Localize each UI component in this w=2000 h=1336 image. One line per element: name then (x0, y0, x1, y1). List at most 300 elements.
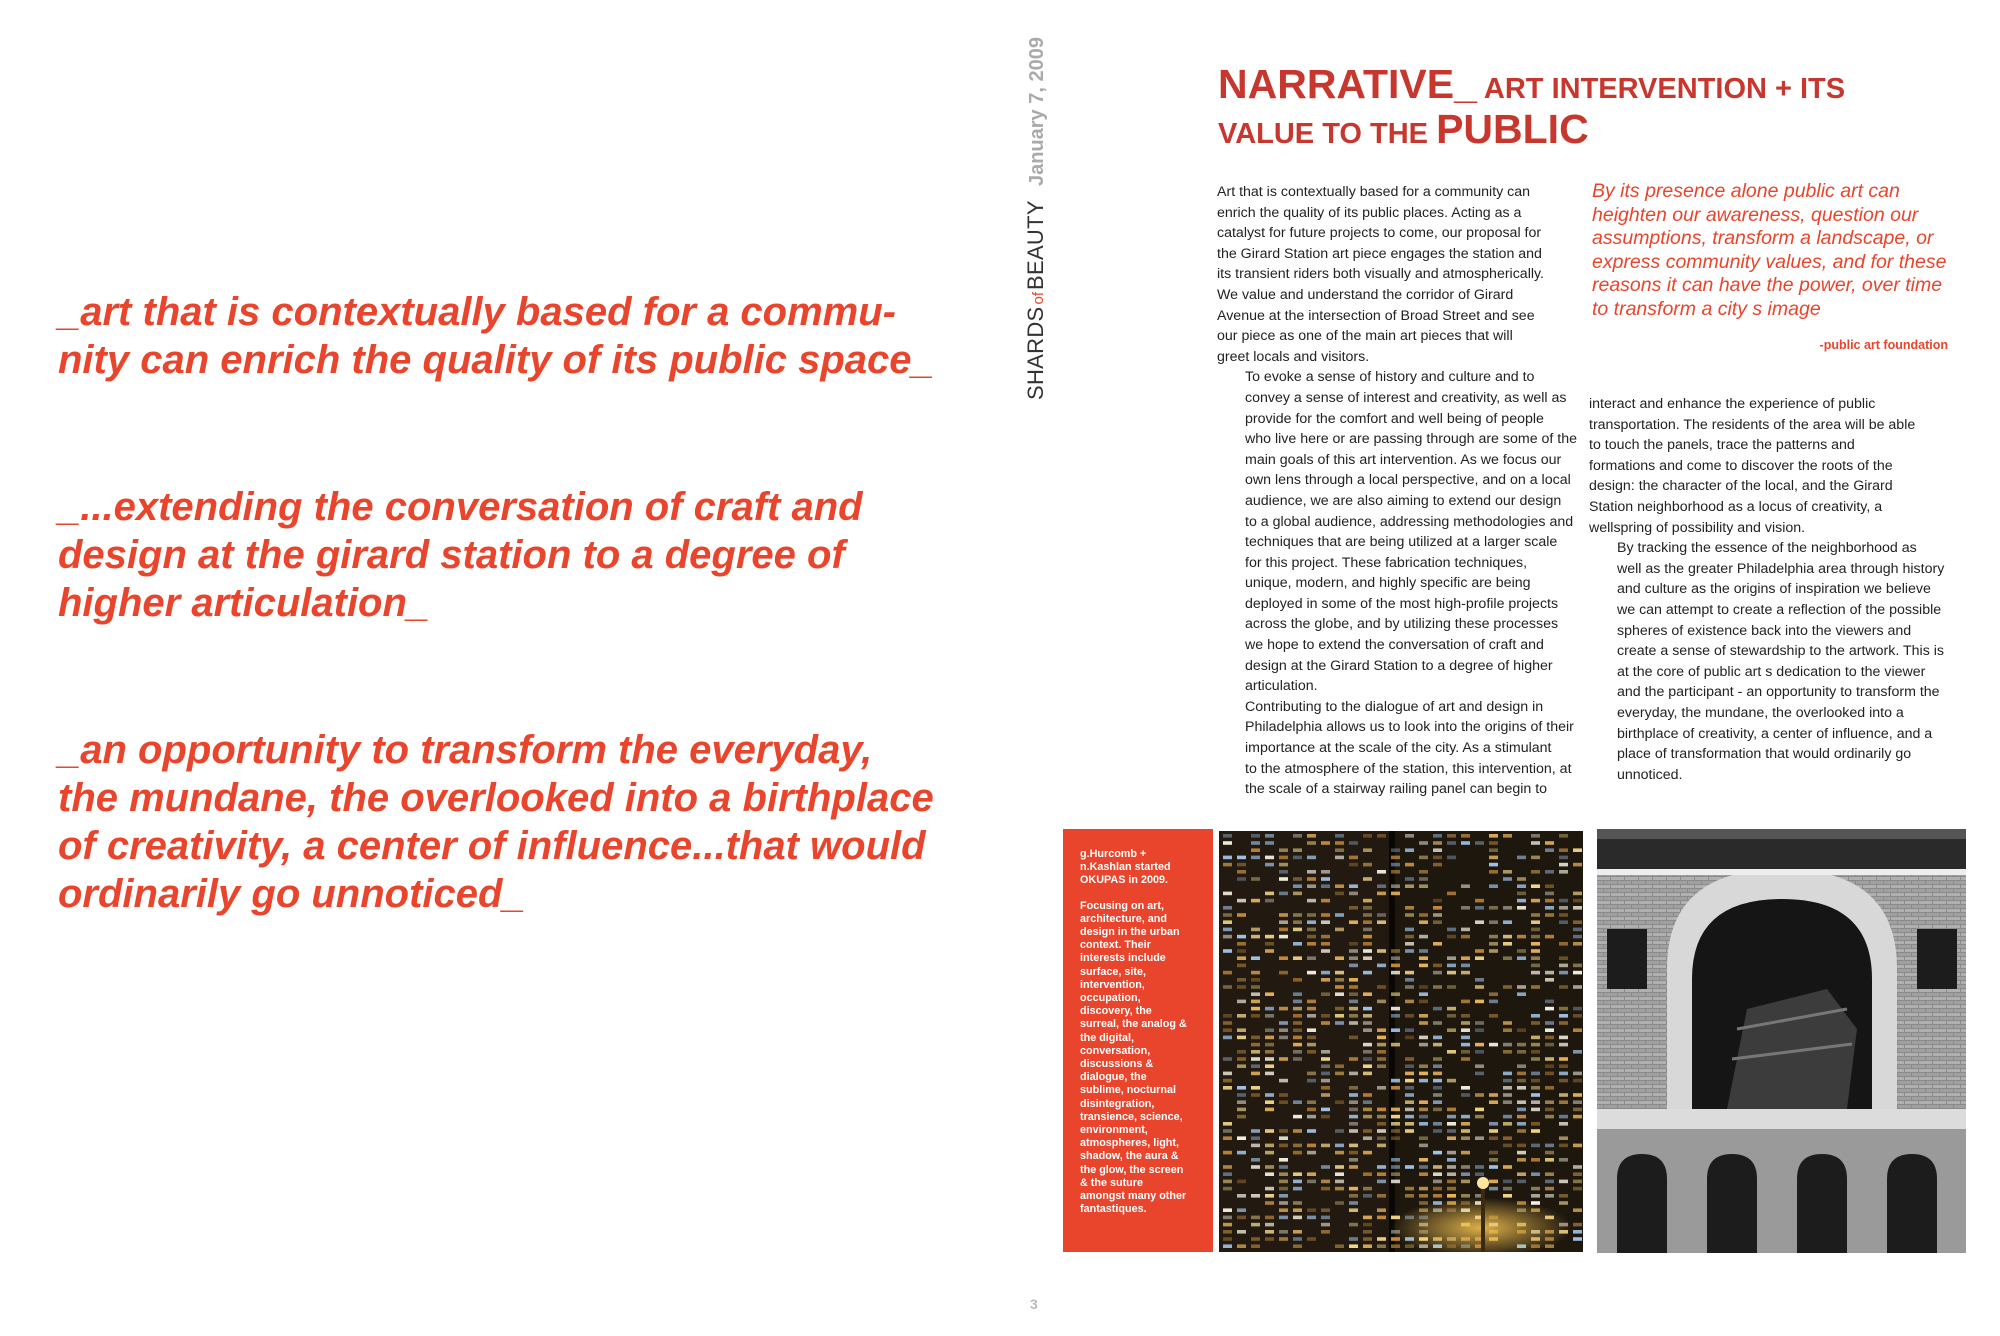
text-line: to a global audience, addressing methodologies and (1245, 513, 1574, 530)
lit-window (1433, 971, 1442, 975)
lit-window (1321, 913, 1330, 917)
lit-window (1405, 848, 1414, 852)
lit-window (1391, 856, 1400, 860)
lit-window (1419, 870, 1428, 874)
lit-window (1223, 1014, 1232, 1018)
lit-window (1265, 841, 1274, 845)
lit-window (1531, 1021, 1540, 1025)
lit-window (1251, 928, 1260, 932)
lit-window (1363, 1014, 1372, 1018)
lit-window (1321, 1021, 1330, 1025)
lit-window (1349, 1086, 1358, 1090)
lit-window (1363, 1050, 1372, 1054)
lit-window (1237, 856, 1246, 860)
lit-window (1237, 1086, 1246, 1090)
lit-window (1503, 942, 1512, 946)
lit-window (1307, 913, 1316, 917)
lit-window (1237, 978, 1246, 982)
lit-window (1251, 1050, 1260, 1054)
lit-window (1405, 1108, 1414, 1112)
lit-window (1405, 1036, 1414, 1040)
lit-window (1321, 920, 1330, 924)
lit-window (1363, 956, 1372, 960)
lit-window (1461, 928, 1470, 932)
lit-window (1433, 1057, 1442, 1061)
lit-window (1279, 1079, 1288, 1083)
lit-window (1447, 956, 1456, 960)
lit-window (1265, 1028, 1274, 1032)
lit-window (1475, 1108, 1484, 1112)
lit-window (1433, 834, 1442, 838)
lit-window (1573, 1115, 1582, 1119)
lit-window (1363, 920, 1372, 924)
text-line: for this project. These fabrication techniques, (1245, 554, 1528, 571)
lit-window (1363, 1021, 1372, 1025)
lit-window (1391, 1086, 1400, 1090)
lit-window (1559, 1021, 1568, 1025)
body-column-2 (1589, 394, 1954, 785)
lit-window (1349, 1021, 1358, 1025)
lit-window (1279, 856, 1288, 860)
lit-window (1237, 870, 1246, 874)
text-line: & the suture (1080, 1176, 1143, 1189)
text-line: atmospheres, light, (1080, 1137, 1179, 1150)
lit-window (1447, 1050, 1456, 1054)
lit-window (1405, 877, 1414, 881)
lit-window (1237, 1028, 1246, 1032)
lit-window (1559, 1072, 1568, 1076)
lit-window (1251, 992, 1260, 996)
lit-window (1265, 1064, 1274, 1068)
lit-window (1433, 863, 1442, 867)
lit-window (1307, 920, 1316, 924)
lit-window (1573, 942, 1582, 946)
text-line: deployed in some of the most high-profile projects (1245, 595, 1559, 612)
lit-window (1237, 899, 1246, 903)
lit-window (1489, 834, 1498, 838)
quote-line: ordinarily go unnoticed_ (58, 872, 525, 916)
lit-window (1461, 1021, 1470, 1025)
lit-window (1321, 877, 1330, 881)
lit-window (1573, 906, 1582, 910)
lit-window (1405, 985, 1414, 989)
lit-window (1251, 848, 1260, 852)
lit-window (1377, 964, 1386, 968)
lit-window (1559, 956, 1568, 960)
lit-window (1321, 1064, 1330, 1068)
lit-window (1419, 949, 1428, 953)
lit-window (1517, 1122, 1526, 1126)
lit-window (1293, 1021, 1302, 1025)
lit-window (1391, 1007, 1400, 1011)
lit-window (1377, 949, 1386, 953)
lit-window (1265, 1036, 1274, 1040)
lit-window (1307, 1115, 1316, 1119)
lit-window (1503, 985, 1512, 989)
lit-window (1363, 1057, 1372, 1061)
text-line: unique, modern, and highly specific are being (1245, 575, 1531, 592)
text-line: place of transformation that would ordinarily go (1617, 746, 1912, 763)
lit-window (1545, 1028, 1554, 1032)
lit-window (1335, 1021, 1344, 1025)
lit-window (1237, 935, 1246, 939)
text-line: we hope to extend the conversation of craft and (1245, 637, 1544, 654)
text-line: to touch the panels, trace the patterns and (1589, 437, 1855, 454)
lit-window (1321, 870, 1330, 874)
lit-window (1489, 856, 1498, 860)
lit-window (1489, 1000, 1498, 1004)
lit-window (1363, 935, 1372, 939)
lit-window (1531, 1093, 1540, 1097)
lit-window (1405, 1000, 1414, 1004)
lit-window (1517, 992, 1526, 996)
text-line: main goals of this art intervention. As we focus our (1245, 451, 1562, 468)
lit-window (1531, 1122, 1540, 1126)
lit-window (1475, 1093, 1484, 1097)
lit-window (1419, 935, 1428, 939)
lit-window (1531, 942, 1540, 946)
lit-window (1531, 971, 1540, 975)
lit-window (1559, 870, 1568, 874)
lit-window (1503, 1115, 1512, 1119)
lit-window (1237, 1064, 1246, 1068)
lit-window (1545, 1000, 1554, 1004)
lit-window (1517, 1028, 1526, 1032)
lit-window (1503, 1050, 1512, 1054)
lit-window (1391, 1108, 1400, 1112)
lit-window (1377, 870, 1386, 874)
lit-window (1391, 956, 1400, 960)
lit-window (1391, 1122, 1400, 1126)
lit-window (1279, 1028, 1288, 1032)
lit-window (1489, 1100, 1498, 1104)
lit-window (1265, 949, 1274, 953)
lit-window (1349, 978, 1358, 982)
lit-window (1223, 949, 1232, 953)
lit-window (1293, 884, 1302, 888)
lit-window (1349, 892, 1358, 896)
publication-name: SHARDS (1023, 306, 1048, 400)
lit-window (1279, 920, 1288, 924)
lit-window (1559, 920, 1568, 924)
lit-window (1419, 920, 1428, 924)
lit-window (1447, 856, 1456, 860)
lit-window (1475, 920, 1484, 924)
lit-window (1251, 856, 1260, 860)
lit-window (1223, 1122, 1232, 1126)
lit-window (1335, 992, 1344, 996)
lit-window (1461, 1014, 1470, 1018)
lit-window (1517, 1086, 1526, 1090)
lit-window (1321, 1115, 1330, 1119)
lit-window (1223, 1028, 1232, 1032)
lit-window (1223, 1021, 1232, 1025)
text-line: who live here or are passing through are some of the (1245, 431, 1578, 448)
lit-window (1237, 877, 1246, 881)
lit-window (1461, 1050, 1470, 1054)
lit-window (1545, 1007, 1554, 1011)
lit-window (1237, 1014, 1246, 1018)
lit-window (1475, 1000, 1484, 1004)
publication-separator: of (1030, 291, 1047, 305)
text-line: fantastiques. (1080, 1203, 1147, 1216)
lit-window (1307, 1072, 1316, 1076)
lit-window (1377, 1050, 1386, 1054)
lit-window (1503, 1079, 1512, 1083)
lit-window (1475, 906, 1484, 910)
lit-window (1391, 1043, 1400, 1047)
lit-window (1405, 1093, 1414, 1097)
text-line: OKUPAS in 2009. (1080, 874, 1169, 887)
lit-window (1293, 834, 1302, 838)
running-header (1023, 37, 1052, 400)
lit-window (1433, 1079, 1442, 1083)
text-line: and culture as the origins of inspiration we believe (1617, 581, 1931, 598)
lit-window (1363, 942, 1372, 946)
body-column-1 (1217, 182, 1577, 800)
lit-window (1265, 863, 1274, 867)
lit-window (1531, 949, 1540, 953)
text-line: surreal, the analog & (1080, 1018, 1187, 1031)
lit-window (1573, 863, 1582, 867)
text-line: the glow, the screen (1080, 1163, 1184, 1176)
lit-window (1279, 1036, 1288, 1040)
lit-window (1405, 949, 1414, 953)
text-line: well as the greater Philadelphia area through history (1617, 560, 1945, 577)
lit-window (1531, 1079, 1540, 1083)
text-line: and the participant - an opportunity to transform the (1617, 684, 1940, 701)
lit-window (1237, 913, 1246, 917)
lit-window (1405, 1122, 1414, 1126)
text-line: wellspring of possibility and vision. (1589, 519, 1806, 536)
lit-window (1475, 1043, 1484, 1047)
title-part: VALUE TO THE (1218, 118, 1437, 150)
lit-window (1559, 848, 1568, 852)
lit-window (1531, 935, 1540, 939)
lit-window (1307, 1014, 1316, 1018)
lit-window (1223, 856, 1232, 860)
lit-window (1377, 1064, 1386, 1068)
lit-window (1433, 841, 1442, 845)
lit-window (1531, 1100, 1540, 1104)
lit-window (1433, 985, 1442, 989)
lit-window (1349, 1115, 1358, 1119)
lit-window (1489, 884, 1498, 888)
lit-window (1265, 1072, 1274, 1076)
lit-window (1363, 913, 1372, 917)
lit-window (1391, 863, 1400, 867)
lit-window (1405, 1072, 1414, 1076)
lit-window (1223, 1072, 1232, 1076)
author-bio-box (1063, 829, 1213, 1252)
lit-window (1545, 1064, 1554, 1068)
lit-window (1405, 1115, 1414, 1119)
lit-window (1447, 834, 1456, 838)
lit-window (1433, 920, 1442, 924)
text-line: unnoticed. (1617, 766, 1683, 783)
lit-window (1335, 856, 1344, 860)
lit-window (1531, 1043, 1540, 1047)
lit-window (1475, 949, 1484, 953)
lit-window (1559, 906, 1568, 910)
text-line: disintegration, (1080, 1097, 1155, 1110)
lit-window (1419, 1122, 1428, 1126)
lit-window (1265, 935, 1274, 939)
lit-window (1279, 913, 1288, 917)
lit-window (1433, 856, 1442, 860)
lit-window (1489, 1122, 1498, 1126)
lit-window (1475, 978, 1484, 982)
lit-window (1279, 971, 1288, 975)
text-line: create a sense of stewardship to the artwork. This is (1617, 643, 1944, 660)
text-line: By tracking the essence of the neighborhood as (1617, 540, 1917, 557)
lit-window (1223, 863, 1232, 867)
lit-window (1223, 1086, 1232, 1090)
lit-window (1293, 1007, 1302, 1011)
lit-window (1391, 949, 1400, 953)
lit-window (1223, 985, 1232, 989)
lit-window (1279, 1100, 1288, 1104)
text-line: To evoke a sense of history and culture and to (1245, 369, 1535, 386)
lit-window (1349, 1108, 1358, 1112)
lit-window (1251, 1014, 1260, 1018)
lit-window (1307, 884, 1316, 888)
lit-window (1251, 1086, 1260, 1090)
lit-window (1419, 1108, 1428, 1112)
pull-quote-opportunity (58, 726, 1008, 918)
lit-window (1517, 956, 1526, 960)
lit-window (1419, 985, 1428, 989)
lit-window (1293, 877, 1302, 881)
lit-window (1265, 1014, 1274, 1018)
lit-window (1377, 1122, 1386, 1126)
lit-window (1545, 1036, 1554, 1040)
lit-window (1237, 949, 1246, 953)
lit-window (1461, 935, 1470, 939)
lit-window (1307, 1079, 1316, 1083)
pull-quote (1592, 180, 1967, 322)
lit-window (1573, 1100, 1582, 1104)
lit-window (1265, 856, 1274, 860)
lit-window (1363, 949, 1372, 953)
lit-window (1279, 848, 1288, 852)
lit-window (1573, 1108, 1582, 1112)
lit-window (1363, 1093, 1372, 1097)
night-building-image (1219, 831, 1583, 1252)
lit-window (1433, 913, 1442, 917)
lit-window (1307, 1000, 1316, 1004)
lit-window (1447, 935, 1456, 939)
lit-window (1363, 1100, 1372, 1104)
lit-window (1461, 834, 1470, 838)
lit-window (1293, 913, 1302, 917)
lit-window (1349, 856, 1358, 860)
lit-window (1489, 1043, 1498, 1047)
lit-window (1391, 1014, 1400, 1018)
lit-window (1349, 964, 1358, 968)
lit-window (1223, 841, 1232, 845)
lit-window (1545, 1108, 1554, 1112)
lit-window (1237, 956, 1246, 960)
lit-window (1461, 1057, 1470, 1061)
lit-window (1545, 1072, 1554, 1076)
lit-window (1545, 1086, 1554, 1090)
title-word-public: PUBLIC (1436, 106, 1589, 152)
lit-window (1433, 1007, 1442, 1011)
lit-window (1559, 1043, 1568, 1047)
lit-window (1489, 841, 1498, 845)
lit-window (1447, 892, 1456, 896)
text-line: convey a sense of interest and creativity, as well as (1245, 389, 1567, 406)
quote-line: of creativity, a center of influence...that would (58, 824, 926, 868)
lit-window (1223, 834, 1232, 838)
lit-window (1251, 1000, 1260, 1004)
lit-window (1293, 1043, 1302, 1047)
lit-window (1545, 906, 1554, 910)
lit-window (1531, 1057, 1540, 1061)
lit-window (1335, 1100, 1344, 1104)
text-line: architecture, and (1080, 912, 1168, 925)
lit-window (1405, 1100, 1414, 1104)
lit-window (1559, 985, 1568, 989)
text-line: to the atmosphere of the station, this intervention, at (1245, 760, 1572, 777)
lit-window (1517, 906, 1526, 910)
lit-window (1489, 906, 1498, 910)
lit-window (1251, 1072, 1260, 1076)
lit-window (1433, 1093, 1442, 1097)
lit-window (1363, 992, 1372, 996)
lit-window (1531, 1072, 1540, 1076)
lit-window (1279, 935, 1288, 939)
lit-window (1531, 1014, 1540, 1018)
text-line: our piece as one of the main art pieces that will (1217, 328, 1513, 345)
lit-window (1419, 1079, 1428, 1083)
lit-window (1405, 1057, 1414, 1061)
lit-window (1349, 992, 1358, 996)
quote-line: _an opportunity to transform the everyday, (58, 728, 873, 772)
lit-window (1475, 985, 1484, 989)
lit-window (1433, 1122, 1442, 1126)
lit-window (1307, 834, 1316, 838)
lit-window (1321, 1050, 1330, 1054)
lit-window (1503, 920, 1512, 924)
arch-facade-image (1597, 829, 1966, 1253)
text-line: interests include (1080, 952, 1166, 965)
lit-window (1559, 834, 1568, 838)
lit-window (1307, 877, 1316, 881)
lit-window (1391, 848, 1400, 852)
lit-window (1279, 1093, 1288, 1097)
lit-window (1363, 1108, 1372, 1112)
lit-window (1489, 942, 1498, 946)
lit-window (1391, 992, 1400, 996)
lit-window (1265, 1043, 1274, 1047)
lit-window (1363, 877, 1372, 881)
lit-window (1517, 856, 1526, 860)
lit-window (1335, 978, 1344, 982)
lit-window (1251, 841, 1260, 845)
lit-window (1447, 1115, 1456, 1119)
lit-window (1363, 848, 1372, 852)
lit-window (1461, 884, 1470, 888)
lit-window (1531, 856, 1540, 860)
lit-window (1503, 1122, 1512, 1126)
lit-window (1363, 834, 1372, 838)
quote-line: _art that is contextually based for a commu- (58, 290, 896, 334)
lit-window (1279, 870, 1288, 874)
lit-window (1307, 1007, 1316, 1011)
lit-window (1545, 1057, 1554, 1061)
